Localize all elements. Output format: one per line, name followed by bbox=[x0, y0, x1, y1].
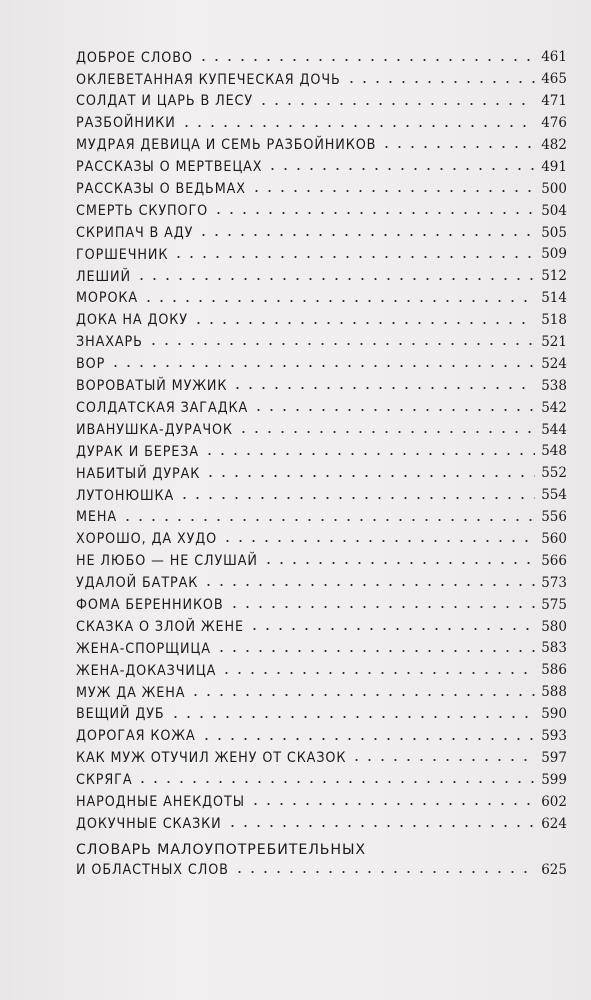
toc-entry-title: ХОРОШО, ДА ХУДО bbox=[76, 531, 218, 548]
toc-entry[interactable] bbox=[76, 656, 567, 678]
toc-entry-page: 593 bbox=[541, 728, 567, 744]
toc-entry[interactable] bbox=[76, 371, 567, 393]
toc-entry-page: 505 bbox=[541, 224, 567, 241]
toc-entry-page: 512 bbox=[541, 268, 567, 285]
toc-entry-page: 544 bbox=[541, 421, 567, 438]
toc-entry[interactable] bbox=[76, 459, 567, 481]
dot-leader bbox=[121, 518, 535, 522]
toc-entry[interactable] bbox=[76, 503, 567, 525]
toc-entry[interactable] bbox=[76, 349, 567, 371]
toc-entry-title: ОКЛЕВЕТАННАЯ КУПЕЧЕСКАЯ ДОЧЬ bbox=[76, 71, 341, 88]
toc-entry-page: 548 bbox=[541, 443, 567, 460]
toc-entry-page: 552 bbox=[541, 465, 567, 482]
dot-leader bbox=[136, 780, 535, 784]
toc-entry[interactable] bbox=[76, 393, 567, 415]
toc-entry-page: 554 bbox=[541, 487, 567, 504]
toc-entry[interactable] bbox=[76, 109, 567, 131]
toc-entry-title: ЛУТОНЮШКА bbox=[76, 487, 175, 504]
toc-entry-page: 602 bbox=[541, 793, 567, 810]
toc-entry-page: 566 bbox=[541, 552, 567, 569]
dot-leader bbox=[250, 189, 535, 193]
toc-entry-title: НЕ ЛЮБО — НЕ СЛУШАЙ bbox=[76, 553, 258, 570]
toc-entry-page: 524 bbox=[541, 355, 567, 372]
dot-leader bbox=[189, 693, 535, 697]
dot-leader bbox=[231, 386, 535, 390]
toc-entry-title-line2: И ОБЛАСТНЫХ СЛОВ bbox=[76, 861, 229, 878]
toc-entry-page: 580 bbox=[541, 618, 567, 635]
toc-entry[interactable] bbox=[76, 415, 567, 437]
dot-leader bbox=[233, 870, 535, 874]
toc-entry[interactable] bbox=[76, 546, 567, 568]
toc-entry-page: 586 bbox=[541, 662, 567, 679]
toc-entry-page: 556 bbox=[541, 509, 567, 526]
table-of-contents bbox=[76, 43, 567, 877]
toc-entry-title: ДОКА НА ДОКУ bbox=[76, 312, 188, 329]
dot-leader bbox=[262, 561, 535, 565]
dot-leader bbox=[249, 802, 535, 806]
toc-entry-page: 597 bbox=[541, 749, 567, 766]
toc-entry[interactable] bbox=[76, 196, 567, 218]
dot-leader bbox=[248, 627, 535, 631]
toc-entry[interactable] bbox=[76, 218, 567, 240]
toc-entry[interactable] bbox=[76, 809, 567, 831]
toc-entry-page: 521 bbox=[541, 333, 567, 350]
toc-entry[interactable] bbox=[76, 437, 567, 459]
toc-entry[interactable] bbox=[76, 700, 567, 722]
dot-leader bbox=[178, 496, 535, 500]
toc-entry-title: ЖЕНА-СПОРЩИЦА bbox=[76, 640, 211, 657]
dot-leader bbox=[212, 211, 535, 215]
toc-entry-title: ДОКУЧНЫЕ СКАЗКИ bbox=[76, 815, 222, 832]
dot-leader bbox=[172, 255, 535, 259]
toc-entry-title: ДУРАК И БЕРЕЗА bbox=[76, 443, 199, 460]
toc-entry[interactable] bbox=[76, 765, 567, 787]
dot-leader bbox=[220, 671, 535, 675]
dot-leader bbox=[226, 824, 535, 828]
toc-entry[interactable] bbox=[76, 481, 567, 503]
dot-leader bbox=[180, 124, 535, 128]
toc-entry-page: 588 bbox=[541, 684, 567, 701]
toc-entry-title: СКАЗКА О ЗЛОЙ ЖЕНЕ bbox=[76, 618, 244, 635]
toc-entry[interactable] bbox=[76, 131, 567, 153]
toc-entry-page: 583 bbox=[541, 640, 567, 657]
toc-entry[interactable] bbox=[76, 306, 567, 328]
dot-leader bbox=[350, 758, 535, 762]
toc-entry-title: СМЕРТЬ СКУПОГО bbox=[76, 202, 209, 219]
dot-leader bbox=[200, 737, 535, 741]
toc-entry[interactable] bbox=[76, 43, 567, 65]
dot-leader bbox=[169, 715, 535, 719]
toc-entry[interactable] bbox=[76, 284, 567, 306]
toc-entry-page: 476 bbox=[541, 115, 567, 132]
toc-entry-page: 575 bbox=[541, 596, 567, 613]
toc-entry-title: ГОРШЕЧНИК bbox=[76, 246, 169, 263]
toc-entry[interactable] bbox=[76, 590, 567, 612]
toc-entry-title: МУЖ ДА ЖЕНА bbox=[76, 684, 186, 701]
toc-entry[interactable] bbox=[76, 174, 567, 196]
toc-entry-title: МЕНА bbox=[76, 509, 118, 526]
toc-entry-page: 518 bbox=[541, 312, 567, 329]
toc-entry-title: УДАЛОЙ БАТРАК bbox=[76, 575, 199, 592]
toc-entry-title: СОЛДАТСКАЯ ЗАГАДКА bbox=[76, 399, 249, 416]
dot-leader bbox=[203, 452, 535, 456]
dot-leader bbox=[345, 80, 535, 84]
dot-leader bbox=[197, 58, 535, 62]
toc-entry-title: СОЛДАТ И ЦАРЬ В ЛЕСУ bbox=[76, 93, 254, 110]
toc-entry-title: МОРОКА bbox=[76, 290, 138, 307]
dot-leader bbox=[109, 364, 535, 368]
toc-entry-page: 514 bbox=[541, 290, 567, 307]
dot-leader bbox=[204, 474, 535, 478]
toc-entry-title: ЛЕШИЙ bbox=[76, 268, 131, 285]
toc-entry-page: 625 bbox=[541, 861, 567, 878]
toc-entry-page: 573 bbox=[541, 574, 567, 591]
toc-entry[interactable] bbox=[76, 328, 567, 350]
dot-leader bbox=[257, 102, 535, 106]
toc-entry-title: ФОМА БЕРЕННИКОВ bbox=[76, 596, 224, 613]
dot-leader bbox=[197, 233, 535, 237]
toc-entry-page: 624 bbox=[541, 815, 567, 832]
toc-entry-title: НАБИТЫЙ ДУРАК bbox=[76, 465, 201, 482]
toc-entry-page: 482 bbox=[541, 136, 567, 153]
dot-leader bbox=[221, 539, 535, 543]
toc-entry-title: РАССКАЗЫ О МЕРТВЕЦАХ bbox=[76, 159, 263, 176]
toc-entry[interactable] bbox=[76, 568, 567, 590]
dot-leader bbox=[142, 299, 535, 303]
dot-leader bbox=[252, 408, 535, 412]
toc-entry[interactable] bbox=[76, 744, 567, 766]
toc-entry-page: 465 bbox=[541, 71, 567, 88]
toc-entry-title: РАССКАЗЫ О ВЕДЬМАХ bbox=[76, 181, 246, 198]
dot-leader bbox=[147, 342, 535, 346]
toc-entry-glossary[interactable] bbox=[76, 831, 567, 877]
toc-entry-title: НАРОДНЫЕ АНЕКДОТЫ bbox=[76, 793, 245, 810]
toc-entry-page: 560 bbox=[541, 530, 567, 547]
toc-entry-page: 504 bbox=[541, 202, 567, 219]
toc-entry-page: 542 bbox=[541, 399, 567, 416]
dot-leader bbox=[228, 605, 535, 609]
toc-entry[interactable] bbox=[76, 634, 567, 656]
toc-entry-title: ВОРОВАТЫЙ МУЖИК bbox=[76, 378, 228, 395]
dot-leader bbox=[192, 321, 535, 325]
toc-entry[interactable] bbox=[76, 787, 567, 809]
toc-entry[interactable] bbox=[76, 262, 567, 284]
dot-leader bbox=[202, 583, 535, 587]
toc-entry-title: СКРИПАЧ В АДУ bbox=[76, 224, 194, 241]
toc-entry-page: 461 bbox=[541, 49, 567, 66]
toc-entry-title-line1: СЛОВАРЬ МАЛОУПОТРЕБИТЕЛЬНЫХ bbox=[76, 841, 367, 858]
toc-entry-page: 590 bbox=[541, 706, 567, 723]
dot-leader bbox=[135, 277, 535, 281]
toc-entry[interactable] bbox=[76, 722, 567, 744]
toc-entry-page: 509 bbox=[541, 246, 567, 263]
toc-entry-page: 471 bbox=[541, 93, 567, 110]
toc-entry[interactable] bbox=[76, 525, 567, 547]
toc-entry-page: 500 bbox=[541, 180, 567, 197]
toc-entry[interactable] bbox=[76, 240, 567, 262]
toc-entry[interactable] bbox=[76, 87, 567, 109]
dot-leader bbox=[215, 649, 535, 653]
toc-entry-page: 538 bbox=[541, 377, 567, 394]
toc-entry-page: 599 bbox=[541, 771, 567, 788]
toc-entry-title: РАЗБОЙНИКИ bbox=[76, 115, 176, 132]
dot-leader bbox=[237, 430, 535, 434]
toc-entry[interactable] bbox=[76, 678, 567, 700]
toc-entry[interactable] bbox=[76, 152, 567, 174]
toc-entry-title: ВЕЩИЙ ДУБ bbox=[76, 706, 165, 723]
toc-entry-title: ДОБРОЕ СЛОВО bbox=[76, 49, 193, 66]
dot-leader bbox=[380, 145, 535, 149]
toc-entry-title: ДОРОГАЯ КОЖА bbox=[76, 728, 196, 745]
toc-entry-title: ВОР bbox=[76, 356, 106, 373]
toc-entry-title: ЗНАХАРЬ bbox=[76, 334, 143, 351]
toc-entry-title: СКРЯГА bbox=[76, 772, 133, 789]
toc-entry-title: КАК МУЖ ОТУЧИЛ ЖЕНУ ОТ СКАЗОК bbox=[76, 750, 347, 767]
toc-entry-title: ЖЕНА-ДОКАЗЧИЦА bbox=[76, 662, 217, 679]
toc-entry[interactable] bbox=[76, 65, 567, 87]
toc-entry-title: МУДРАЯ ДЕВИЦА И СЕМЬ РАЗБОЙНИКОВ bbox=[76, 137, 377, 154]
toc-entry[interactable] bbox=[76, 612, 567, 634]
toc-entry-page: 491 bbox=[541, 158, 567, 175]
toc-entry-title: ИВАНУШКА-ДУРАЧОК bbox=[76, 421, 233, 438]
dot-leader bbox=[266, 167, 535, 171]
